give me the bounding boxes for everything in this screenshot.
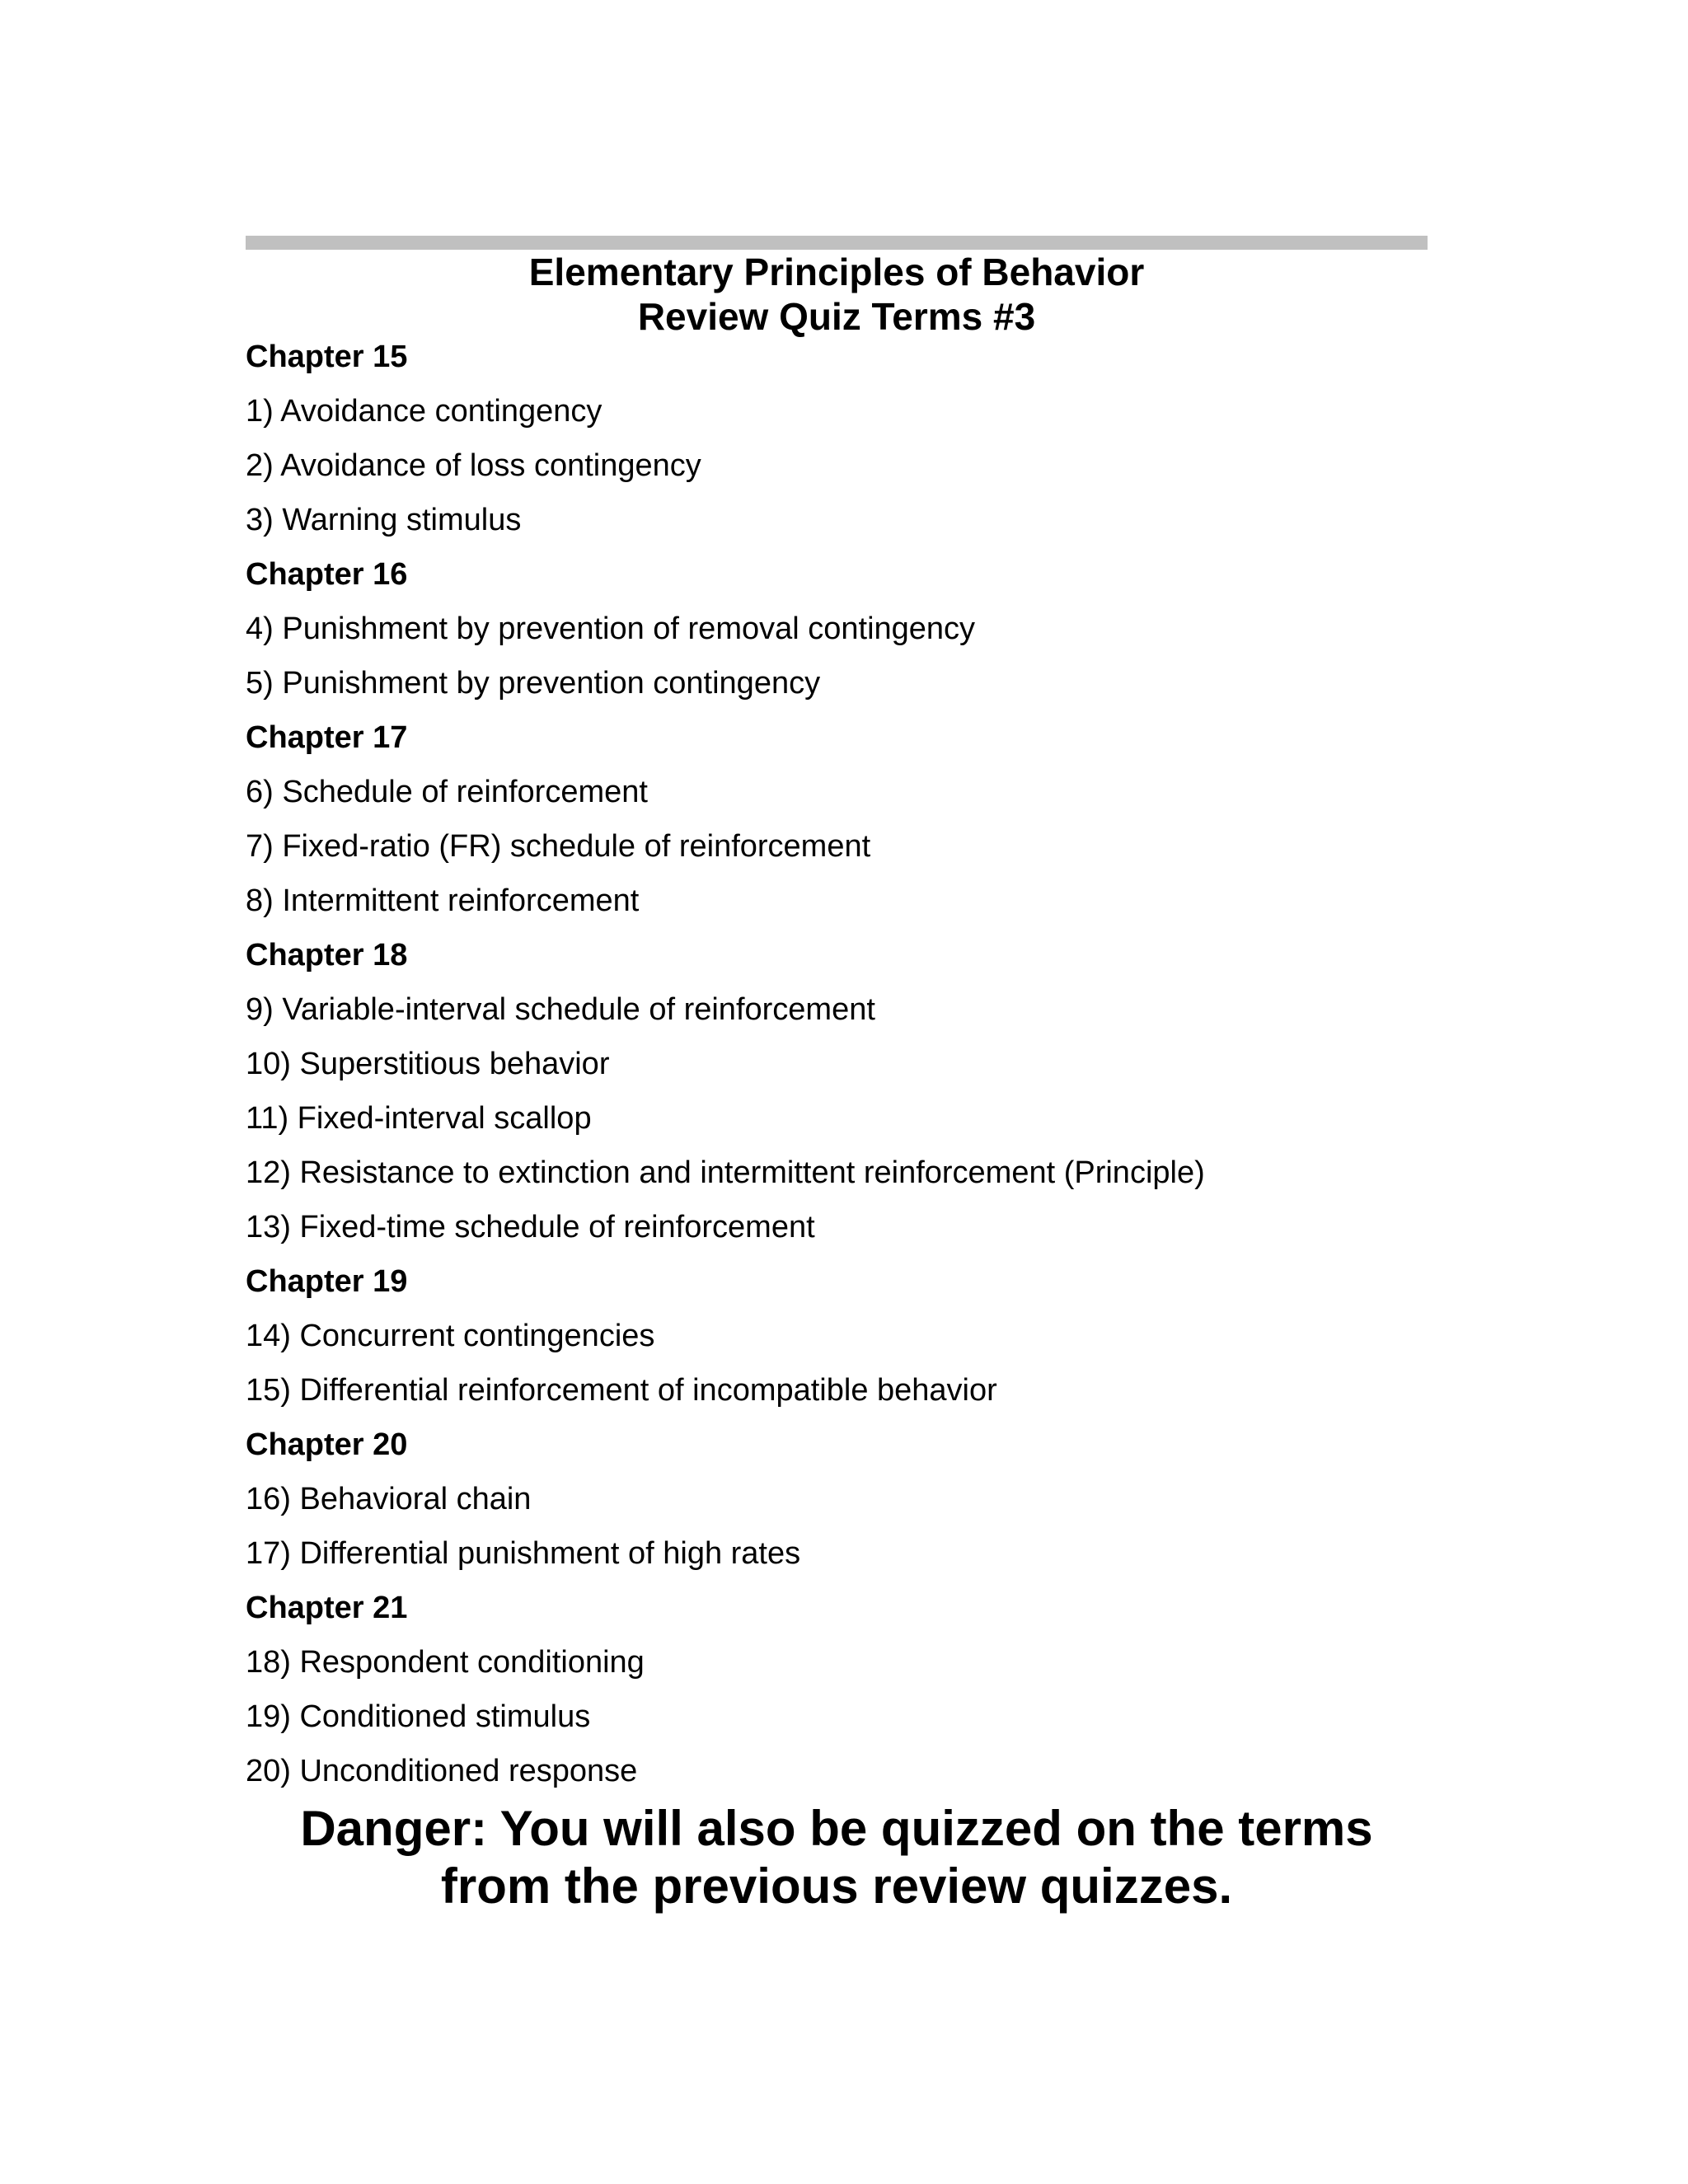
term-item: 6) Schedule of reinforcement <box>246 775 648 809</box>
chapter-heading: Chapter 17 <box>246 720 408 755</box>
term-item: 19) Conditioned stimulus <box>246 1699 591 1734</box>
chapter-heading: Chapter 19 <box>246 1264 408 1299</box>
chapter-heading: Chapter 20 <box>246 1427 408 1462</box>
term-item: 14) Concurrent contingencies <box>246 1319 655 1353</box>
document-title <box>246 250 1428 339</box>
title-line-1: Elementary Principles of Behavior <box>528 251 1145 293</box>
term-item: 2) Avoidance of loss contingency <box>246 448 701 483</box>
chapter-heading: Chapter 18 <box>246 938 408 972</box>
term-item: 3) Warning stimulus <box>246 503 522 537</box>
term-item: 11) Fixed-interval scallop <box>246 1101 592 1136</box>
title-line-2: Review Quiz Terms #3 <box>637 295 1036 338</box>
term-item: 7) Fixed-ratio (FR) schedule of reinforcement <box>246 829 871 864</box>
term-item: 5) Punishment by prevention contingency <box>246 666 821 701</box>
term-item: 4) Punishment by prevention of removal contingency <box>246 612 976 646</box>
chapter-heading: Chapter 15 <box>246 340 408 374</box>
term-item: 17) Differential punishment of high rates <box>246 1536 801 1571</box>
header-rule <box>246 236 1428 250</box>
term-item: 13) Fixed-time schedule of reinforcement <box>246 1210 815 1244</box>
term-item: 16) Behavioral chain <box>246 1482 532 1516</box>
term-item: 1) Avoidance contingency <box>246 394 603 429</box>
term-item: 8) Intermittent reinforcement <box>246 883 640 918</box>
warning-line-2: from the previous review quizzes. <box>440 1858 1233 1914</box>
danger-warning <box>246 1800 1428 1915</box>
term-item: 10) Superstitious behavior <box>246 1047 610 1081</box>
term-item: 12) Resistance to extinction and intermittent reinforcement (Principle) <box>246 1155 1205 1190</box>
term-item: 18) Respondent conditioning <box>246 1645 645 1680</box>
warning-line-1: Danger: You will also be quizzed on the terms <box>300 1801 1373 1856</box>
term-item: 20) Unconditioned response <box>246 1754 638 1788</box>
term-item: 9) Variable-interval schedule of reinforcement <box>246 992 875 1027</box>
chapter-heading: Chapter 16 <box>246 557 408 592</box>
term-item: 15) Differential reinforcement of incompatible behavior <box>246 1373 997 1408</box>
chapter-heading: Chapter 21 <box>246 1591 408 1625</box>
